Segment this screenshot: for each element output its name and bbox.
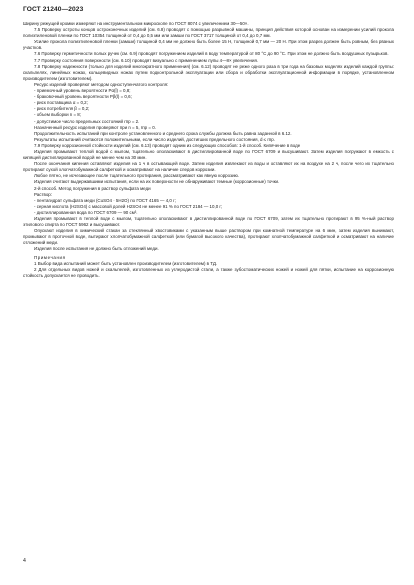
paragraph: Изделия после испытания не должно быть отложений меди. bbox=[34, 246, 159, 252]
paragraph: 7.8 Проверку надежности (только для изделий многократного применения) (см. 6.12) проводят не реже одного раза в три года на базовых моделях изделий каждой группы: скальпелях, линейных ножах, кольцевидных ножах путем подконтрольной эксплуатации или сбора и обработки эксплуатационной информации в порядке, установленном производителем (изготовителем). bbox=[23, 63, 394, 81]
paragraph: 1 Выбор вида испытаний может быть установлен производителем (изготовителем) в ТД. bbox=[34, 260, 218, 266]
list-item: - дистиллированная вода по ГОСТ 6709 — 90 см³. bbox=[34, 209, 138, 215]
standard-header: ГОСТ 21240—2023 bbox=[23, 6, 84, 13]
paragraph: 7.6 Проверку герметичности полых ручек (см. 6.9) проводят погружением изделий в воду температурой от 80 °С до 90 °С. При этом не должно быть воздушных пузырьков. bbox=[34, 51, 389, 57]
paragraph: 7.5 Проверку остроты концов остроконечных изделий (см. 6.8) проводят с помощью разрывной машины, принцип действия которой основан на измерении усилий прокола полиэтиленовой пленки по ГОСТ 10354 толщиной от 0,4 до 0,5 мм или замши по ГОСТ 3717 толщиной от 0,4 до 0,7 мм. bbox=[23, 27, 394, 39]
paragraph: Изделия промывают теплой водой с мылом, тщательно ополаскивают в дистиллированной воде по ГОСТ 6709 и высушивают. Затем изделия погружают в емкость с кипящей дистиллированной водой не менее чем на 30 мин. bbox=[23, 148, 394, 161]
paragraph: Любое пятно, не исчезающее после тщательного протирания, рассматривают как явную коррозию. bbox=[34, 173, 240, 179]
paragraph: Усилие прокола полиэтиленовой пленки (замши) толщиной 0,4 мм не должно быть более 15 Н, толщиной 0,7 мм — 20 Н. При этом разрез должен быть ровным, без рваных участков. bbox=[23, 39, 394, 51]
paragraph: Назначенный ресурс изделия проверяют при n = 5, rпр = 0. bbox=[34, 124, 156, 130]
list-item: - объем выборки n = 8; bbox=[34, 112, 82, 118]
paragraph: После окончания кипения оставляют изделия на 1 ч в остывающей воде. Затем изделия извлекают из воды и оставляют их на воздухе на 2 ч, после чего их тщательно протирают сухой хлопчатобумажной салфеткой и осматривают на наличие следов коррозии. bbox=[23, 161, 394, 173]
paragraph: 2 Для отдельных видов ножей и скальпелей, изготовленных из углеродистой стали, а также зубостоматических ножей и ножей для пятки, испытание на коррозионную стойкость допускается не проводить. bbox=[23, 266, 394, 278]
list-item: - серная кислота (H2SO4) с массовой долей H2SO4 не менее 91 % по ГОСТ 2184 — 10,0 г; bbox=[34, 203, 223, 209]
paragraph: Изделия промывают в теплой воде с мылом, тщательно ополаскивают в дистиллированной воде по ГОСТ 6709, затем их тщательно протирают в 95 %-ный раствор этилового спирта по ГОСТ 5962 и высушивают. bbox=[23, 216, 394, 228]
paragraph: Изделия считают выдержавшими испытания, если на их поверхности не обнаруживают темные (коррозионные) точки. bbox=[34, 179, 280, 185]
document-body bbox=[23, 21, 394, 279]
paragraph: 7.7 Проверку состояния поверхности (см. 6.10) проводят визуально с применением лупы 4—8× увеличения. bbox=[34, 57, 259, 63]
paragraph: Продолжительность испытаний при контроле установленного и среднего срока службы должна быть равна заданной в 6.12. bbox=[34, 130, 292, 136]
paragraph: Опускают изделия в химический стакан за стеклянный хвостовиками с указанным выше раствором при комнатной температуре на 6 мин, затем изделия вынимают, промывают в проточной воде, вытирают хлопчатобумажной салфеткой (или бумагой высокого качества), протирают хлопчатобумажной салфеткой и осматривают на наличие отложений меди. bbox=[23, 228, 394, 246]
paragraph: Раствор: bbox=[34, 191, 53, 197]
list-item: - допустимое число предельных состояний rпр = 2. bbox=[34, 118, 140, 124]
paragraph: Ширину режущей кромки измеряют на инструментальном микроскопе по ГОСТ 8074 с увеличением 30—50×. bbox=[23, 21, 249, 26]
paragraph: 2-й способ. Метод погружения в раствор сульфата меди bbox=[34, 185, 151, 191]
list-item: - риск потребителя β = 0,2; bbox=[34, 106, 90, 112]
notes-heading: Примечания bbox=[34, 254, 66, 260]
list-item: - риск поставщика α = 0,2; bbox=[34, 100, 88, 106]
page-number: 4 bbox=[23, 558, 26, 564]
list-item: - браковочный уровень вероятности Pβ(l) = 0,6; bbox=[34, 94, 132, 100]
list-item: - пентагидрат сульфата меди (CuSO4 · 5H2O) по ГОСТ 4165 — 4,0 г; bbox=[34, 197, 176, 203]
paragraph: Результаты испытаний считаются положительными, если число изделий, достигших предельного состояния, d ≤ rпр. bbox=[34, 136, 275, 142]
paragraph: 7.9 Проверку коррозионной стойкости изделий (см. 6.13) проводят одним из следующих способов: 1-й способ. Кипячение в воде bbox=[34, 142, 301, 148]
paragraph: Ресурс изделий проверяют методом одноступенчатого контроля: bbox=[34, 81, 169, 87]
list-item: - приемочный уровень вероятности Pα(l) = 0,8; bbox=[34, 88, 131, 94]
